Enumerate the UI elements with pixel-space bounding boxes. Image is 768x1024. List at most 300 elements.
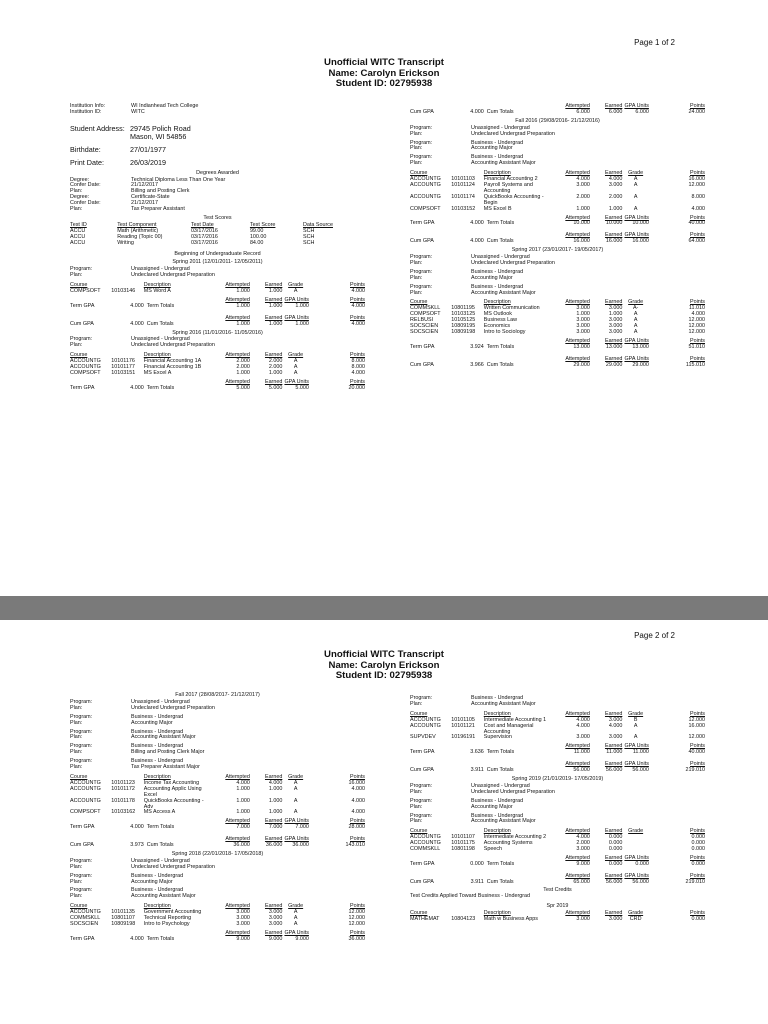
cell: 3.000 [236, 921, 250, 927]
cell: Speech [483, 846, 503, 853]
cell: 56.000 [632, 878, 649, 885]
cell: Points [690, 299, 705, 306]
cell: 12.000 [348, 921, 365, 927]
cell: COMPSOFT [410, 205, 441, 212]
cell: Term Totals [486, 860, 515, 867]
program-plan-line: Plan: Accounting Major [70, 878, 173, 885]
cell: Points [690, 854, 705, 861]
cell: Earned [264, 818, 283, 825]
cell: Reading (Topic 00) [117, 233, 163, 240]
term-title: Spring 2017 (23/01/2017- 19/05/2017) [511, 247, 604, 254]
cell: Grade [288, 903, 304, 910]
cell: Points [690, 761, 705, 768]
cell: 3.966 [470, 361, 484, 368]
cell: A [293, 288, 298, 295]
cell: Course [410, 299, 428, 306]
cell: Cum GPA [410, 878, 434, 885]
courses-table [70, 283, 365, 327]
cell: Term Totals [486, 220, 515, 227]
cell: Cum Totals [486, 238, 514, 245]
cell: 10196191 [451, 734, 476, 741]
cell: 11.000 [606, 749, 623, 756]
cell: Attempted [225, 929, 250, 936]
degree-line: Plan: Tax Preparer Assistant [70, 206, 185, 213]
test-credits-table [410, 911, 705, 923]
cell: 3.000 [236, 915, 250, 922]
courses-table [70, 775, 365, 849]
cell: Grade [628, 710, 644, 717]
institution-info: Institution Info: WI Indianhead Tech College [70, 103, 199, 109]
cell: Earned [604, 214, 623, 221]
cell: 20.000 [348, 384, 365, 391]
program-plan-line: Program: Business - Undergrad [70, 728, 184, 735]
cell: 4.000 [576, 722, 590, 729]
cell: 3.000 [268, 909, 283, 916]
cell: 10809198 [111, 921, 136, 927]
cell: Attempted [225, 818, 250, 825]
cell: 4.000 [576, 176, 590, 183]
cell: ACCOUNTG [410, 722, 441, 729]
cell: Points [690, 103, 705, 109]
cell: 10.000 [605, 220, 623, 227]
course-row [410, 195, 705, 207]
cell: 13.000 [573, 343, 590, 350]
cell: 2.000 [576, 840, 590, 847]
cell: Points [690, 170, 705, 177]
cell: Course [410, 170, 428, 177]
cell: Attempted [565, 214, 590, 221]
term-fall-2016 [410, 119, 705, 245]
cell: Intro to Psychology [143, 921, 190, 927]
cell: Test Date [190, 221, 214, 228]
cell: COMMSKLL [410, 846, 441, 853]
cell: 10.000 [573, 220, 590, 227]
cell: Writing [117, 239, 134, 246]
cell: 1.000 [268, 288, 283, 295]
cell: Attempted [225, 773, 250, 780]
cell: Cum GPA [70, 320, 94, 327]
cell: Course [410, 910, 428, 917]
cell: 0.000 [691, 860, 705, 867]
cell: 11.000 [632, 749, 649, 756]
cell: ACCU [70, 233, 86, 240]
cell: A [293, 785, 298, 792]
cell: 3.000 [608, 329, 623, 335]
cell: 4.000 [576, 834, 590, 841]
cell: Accounting Systems [483, 840, 533, 847]
cell: Grade [628, 910, 644, 917]
cell: ACCOUNTG [70, 358, 101, 365]
cell: 29.000 [605, 361, 623, 368]
cell: SCH [303, 239, 315, 246]
cell: 1.000 [236, 785, 250, 792]
program-plan-line: Plan: Accounting Assistant Major [70, 893, 196, 900]
cell: Attempted [565, 710, 590, 717]
cell: Term Totals [486, 749, 515, 756]
cell: 3.000 [608, 181, 623, 188]
cell: Points [350, 378, 365, 385]
cell: 1.000 [236, 370, 250, 376]
term-title: Spring 2011 (12/01/2011- 12/05/2011) [172, 259, 263, 266]
program-plan-line: Program: Unassigned - Undergrad [410, 782, 530, 789]
cell: 3.000 [608, 305, 623, 312]
cell: 1.000 [268, 302, 283, 309]
cell: Attempted [565, 854, 590, 861]
cell: 3.911 [470, 767, 484, 774]
cell: Term GPA [70, 935, 95, 942]
cell: SOCSCIEN [70, 921, 99, 927]
cell: 12.000 [348, 909, 365, 916]
cell: Description [143, 903, 171, 910]
cell: QuickBooks Accounting - Adv [143, 797, 204, 810]
program-plan-line: Program: Unassigned - Undergrad [70, 698, 190, 705]
cell: 10804123 [451, 916, 476, 923]
cell: 5.000 [268, 384, 283, 391]
program-plan-line: Program: Unassigned - Undergrad [70, 857, 190, 864]
cell: 0.000 [470, 860, 484, 867]
student-name: Name: Carolyn Erickson [328, 67, 440, 79]
cell: 4.000 [608, 722, 623, 729]
cell: 3.000 [576, 317, 590, 324]
cell: Earned [604, 355, 623, 362]
cell: Points [690, 337, 705, 344]
cell: 4.000 [470, 238, 484, 245]
page-number: Page 2 of 2 [634, 631, 675, 640]
program-plan-line: Program: Business - Undergrad [70, 887, 184, 894]
cell: 56.000 [573, 767, 590, 774]
cell: Term GPA [410, 220, 435, 227]
cell: Test Component [117, 221, 157, 228]
student-name: Name: Carolyn Erickson [328, 659, 440, 671]
cell: 10101105 [451, 716, 475, 723]
cell: Attempted [225, 352, 250, 359]
cell: 24.000 [688, 108, 705, 115]
cell: Attempted [565, 170, 590, 177]
cell: Cum Totals [486, 361, 514, 368]
program-plan-line: Plan: Billing and Posting Clerk Major [70, 749, 205, 756]
course-row [410, 917, 705, 923]
cell: 10103146 [111, 288, 136, 295]
cell: GPA Units [284, 929, 309, 936]
cell: Points [350, 818, 365, 825]
cell: 0.000 [608, 834, 623, 841]
cell: 4.000 [236, 779, 250, 786]
cell: 0.000 [691, 834, 705, 841]
cell: 10101178 [111, 797, 135, 804]
cell: 2.000 [608, 193, 623, 200]
cell: 3.000 [576, 323, 590, 330]
cell: Description [483, 828, 511, 835]
cell: ACCOUNTG [70, 779, 101, 786]
term-spring-2018 [70, 852, 365, 943]
cell: 13.000 [632, 343, 649, 350]
cell: Earned [604, 910, 623, 917]
cell: A [293, 370, 298, 376]
cell: GPA Units [284, 296, 309, 303]
cell: A [633, 323, 638, 330]
cell: 3.000 [268, 921, 283, 927]
cell: 3.000 [576, 181, 590, 188]
term-continued [410, 696, 705, 774]
student-address: Student Address: 29745 Polich Road Mason, WI 54856 [70, 123, 191, 142]
cell: 2.000 [236, 358, 250, 365]
cell: Cum Totals [146, 842, 174, 849]
program-plan-line: Program: Business - Undergrad [70, 743, 184, 750]
cell: 3.636 [470, 749, 484, 756]
program-plan-line: Plan: Undeclared Undergrad Preparation [70, 704, 215, 711]
cell: COMPSOFT [70, 370, 101, 376]
cell: ACCU [70, 239, 86, 246]
cell: Description [483, 170, 511, 177]
cell: Course [70, 282, 88, 289]
term-spring-2011 [70, 260, 365, 327]
cell: 10101124 [451, 181, 475, 188]
cell: Attempted [565, 232, 590, 239]
program-plan-line: Program: Unassigned - Undergrad [410, 124, 530, 131]
cell: Points [690, 910, 705, 917]
left-column [70, 690, 365, 943]
cell: 10101107 [451, 834, 475, 841]
cell: Points [690, 214, 705, 221]
cell: 5.000 [295, 384, 309, 391]
cell: 16.000 [688, 176, 705, 183]
cell: Term Totals [146, 384, 175, 391]
degree-line: Degree: Certificate-State [70, 194, 170, 201]
cell: Grade [628, 299, 644, 306]
transcript-page-2 [0, 620, 768, 1024]
cell: Points [350, 352, 365, 359]
cell: 3.000 [268, 915, 283, 922]
degree-line: Confer Date: 21/12/2017 [70, 182, 158, 189]
test-credits-applied: Test Credits Applied Toward Business - Undergrad [410, 893, 531, 900]
cell: 4.000 [691, 311, 705, 318]
cell: Term Totals [146, 935, 175, 942]
cell: COMMSKLL [410, 305, 441, 312]
cell: Cum GPA [410, 108, 434, 115]
courses-table [410, 829, 705, 885]
cell: 29.000 [573, 361, 590, 368]
program-plan-line: Plan: Undeclared Undergrad Preparation [70, 863, 215, 870]
degree-line: Confer Date: 21/12/2017 [70, 200, 158, 207]
cell: Test ID [70, 221, 87, 228]
cell: ACCOUNTG [410, 834, 441, 841]
document-title: Unofficial WITC Transcript [324, 649, 444, 660]
cell: 4.000 [351, 785, 365, 792]
cell: 4.000 [351, 320, 365, 327]
cell: 36.000 [233, 842, 250, 849]
cell: 3.000 [576, 916, 590, 923]
cell: 2.000 [236, 364, 250, 371]
right-column [410, 696, 705, 923]
cell: Term Totals [146, 824, 175, 831]
right-column [410, 104, 705, 369]
beginning-record: Beginning of Undergraduate Record [174, 250, 261, 257]
cell: 2.000 [268, 364, 283, 371]
cell: 1.000 [295, 320, 309, 327]
term-title: Fall 2017 (28/08/2017- 21/12/2017) [175, 692, 260, 698]
cell: GPA Units [624, 337, 649, 344]
course-row [410, 183, 705, 195]
cell: 4.000 [351, 302, 365, 309]
cell: 56.000 [632, 767, 649, 774]
program-plan-line: Program: Business - Undergrad [410, 812, 524, 819]
cell: 16.000 [573, 238, 590, 245]
cell: 3.000 [576, 846, 590, 853]
left-column [70, 104, 365, 392]
cell: Course [70, 773, 88, 780]
program-plan-line: Plan: Accounting Major [410, 145, 513, 152]
cell: Attempted [565, 103, 590, 109]
print-date: Print Date: 26/03/2019 [70, 158, 166, 168]
cell: MS Excel B [483, 205, 512, 212]
cell: 7.000 [268, 824, 283, 831]
cell: Earned [604, 854, 623, 861]
cell: Cum GPA [70, 842, 94, 849]
cell: SUPVDEV [410, 734, 436, 741]
cell: 36.000 [292, 842, 309, 849]
cell: 16.000 [605, 238, 623, 245]
cell: 12.000 [688, 317, 705, 324]
cell: 4.000 [351, 797, 365, 804]
cell: Description [143, 352, 171, 359]
cell: Data Source [303, 221, 333, 228]
cell: Cum Totals [486, 878, 514, 885]
cell: Points [690, 743, 705, 750]
cell: 3.911 [470, 878, 484, 885]
cell: 4.000 [130, 384, 144, 391]
cell: 51.010 [688, 343, 705, 350]
student-id: Student ID: 02795938 [335, 670, 433, 681]
cell: 11.010 [688, 305, 705, 312]
cell: 1.000 [236, 809, 250, 816]
cell: 12.000 [688, 181, 705, 188]
cell: 219.010 [685, 767, 705, 774]
cell: 3.000 [608, 323, 623, 330]
cell: Accounting Applic Using Excel [143, 785, 202, 798]
cell: Attempted [565, 299, 590, 306]
cell: Payroll Systems and Accounting [483, 181, 533, 194]
program-plan-line: Plan: Accounting Assistant Major [410, 160, 536, 167]
institution-id: Institution ID: WITC [70, 108, 145, 115]
cell: Supervision [483, 734, 512, 741]
cell: 03/17/2016 [190, 227, 218, 234]
cell: 0.000 [691, 916, 705, 923]
cell: ACCOUNTG [410, 840, 441, 847]
cell: 100.00 [249, 233, 267, 240]
cell: Grade [288, 352, 304, 359]
cell: 10801195 [451, 305, 475, 312]
cum-totals-top [410, 104, 705, 116]
program-plan-line: Plan: Undeclared Undergrad Preparation [70, 342, 215, 349]
cell: 143.010 [345, 842, 365, 849]
cell: 1.000 [268, 320, 283, 327]
cell: Points [690, 828, 705, 835]
cell: 10101172 [111, 785, 135, 792]
courses-table [70, 353, 365, 391]
cell: A [293, 779, 298, 786]
cell: Attempted [225, 296, 250, 303]
cell: A [633, 181, 638, 188]
program-plan-line: Plan: Accounting Major [410, 803, 513, 810]
cell: 16.000 [632, 238, 649, 245]
cell: GPA Units [284, 836, 309, 843]
cell: Written Communication [483, 305, 540, 312]
cell: B [633, 716, 638, 723]
cell: Points [350, 314, 365, 321]
cell: 0.000 [635, 860, 649, 867]
cell: Financial Accounting 2 [483, 176, 538, 183]
cell: Attempted [225, 836, 250, 843]
cell: Points [690, 355, 705, 362]
cell: Attempted [225, 903, 250, 910]
cell: 64.000 [688, 238, 705, 245]
cell: Attempted [225, 282, 250, 289]
term-title: Spring 2018 (22/01/2018- 17/05/2018) [171, 850, 264, 857]
cell: Term GPA [410, 860, 435, 867]
cell: Points [690, 710, 705, 717]
program-plan-line: Plan: Undeclared Undergrad Preparation [410, 259, 555, 266]
cell: A [633, 311, 638, 318]
cell: Math (Arithmetic) [117, 227, 159, 234]
cell: SCH [303, 227, 315, 234]
cell: A [633, 329, 638, 335]
cell: Intermediate Accounting 2 [483, 834, 547, 841]
cell: 1.000 [608, 205, 623, 212]
page-header [0, 58, 768, 90]
cell: 4.000 [130, 302, 144, 309]
term-fall-2017 [70, 693, 365, 849]
cell: 8.000 [351, 364, 365, 371]
cell: A- [632, 305, 639, 312]
cell: Income Tax Accounting [143, 779, 200, 786]
cell: 3.000 [608, 317, 623, 324]
cell: A [293, 358, 298, 365]
courses-table [70, 904, 365, 942]
cell: COMPSOFT [70, 288, 101, 295]
cell: Business Law [483, 317, 517, 324]
program-plan-line: Plan: Accounting Assistant Major [410, 700, 536, 707]
cell: CRD [629, 916, 642, 923]
program-plan-line: Program: Business - Undergrad [410, 283, 524, 290]
cell: 4.000 [576, 716, 590, 723]
cell: 3.973 [130, 842, 144, 849]
cell: 10801198 [451, 846, 475, 853]
cell: 0.000 [608, 860, 623, 867]
cell: Attempted [225, 314, 250, 321]
cell: 36.000 [265, 842, 283, 849]
cell: Attempted [565, 743, 590, 750]
term-spring-2016 [70, 331, 365, 392]
cell: 7.000 [295, 824, 309, 831]
cell: 3.000 [576, 329, 590, 335]
program-plan-line: Program: Business - Undergrad [410, 154, 524, 161]
cell: 1.000 [576, 311, 590, 318]
cell: Grade [628, 170, 644, 177]
cell: Earned [604, 170, 623, 177]
cell: Term GPA [410, 749, 435, 756]
cell: Cum Totals [486, 767, 514, 774]
cell: 10103151 [111, 370, 136, 376]
degree-line: Plan: Billing and Posting Clerk [70, 188, 190, 195]
cell: 10.000 [632, 220, 649, 227]
cell: 36.000 [348, 935, 365, 942]
cum-gpa-row [410, 768, 705, 774]
cell: 4.000 [351, 809, 365, 816]
cell: 5.000 [236, 384, 250, 391]
cell: Term GPA [70, 824, 95, 831]
cell: Term GPA [410, 343, 435, 350]
cell: 10101121 [451, 722, 475, 729]
